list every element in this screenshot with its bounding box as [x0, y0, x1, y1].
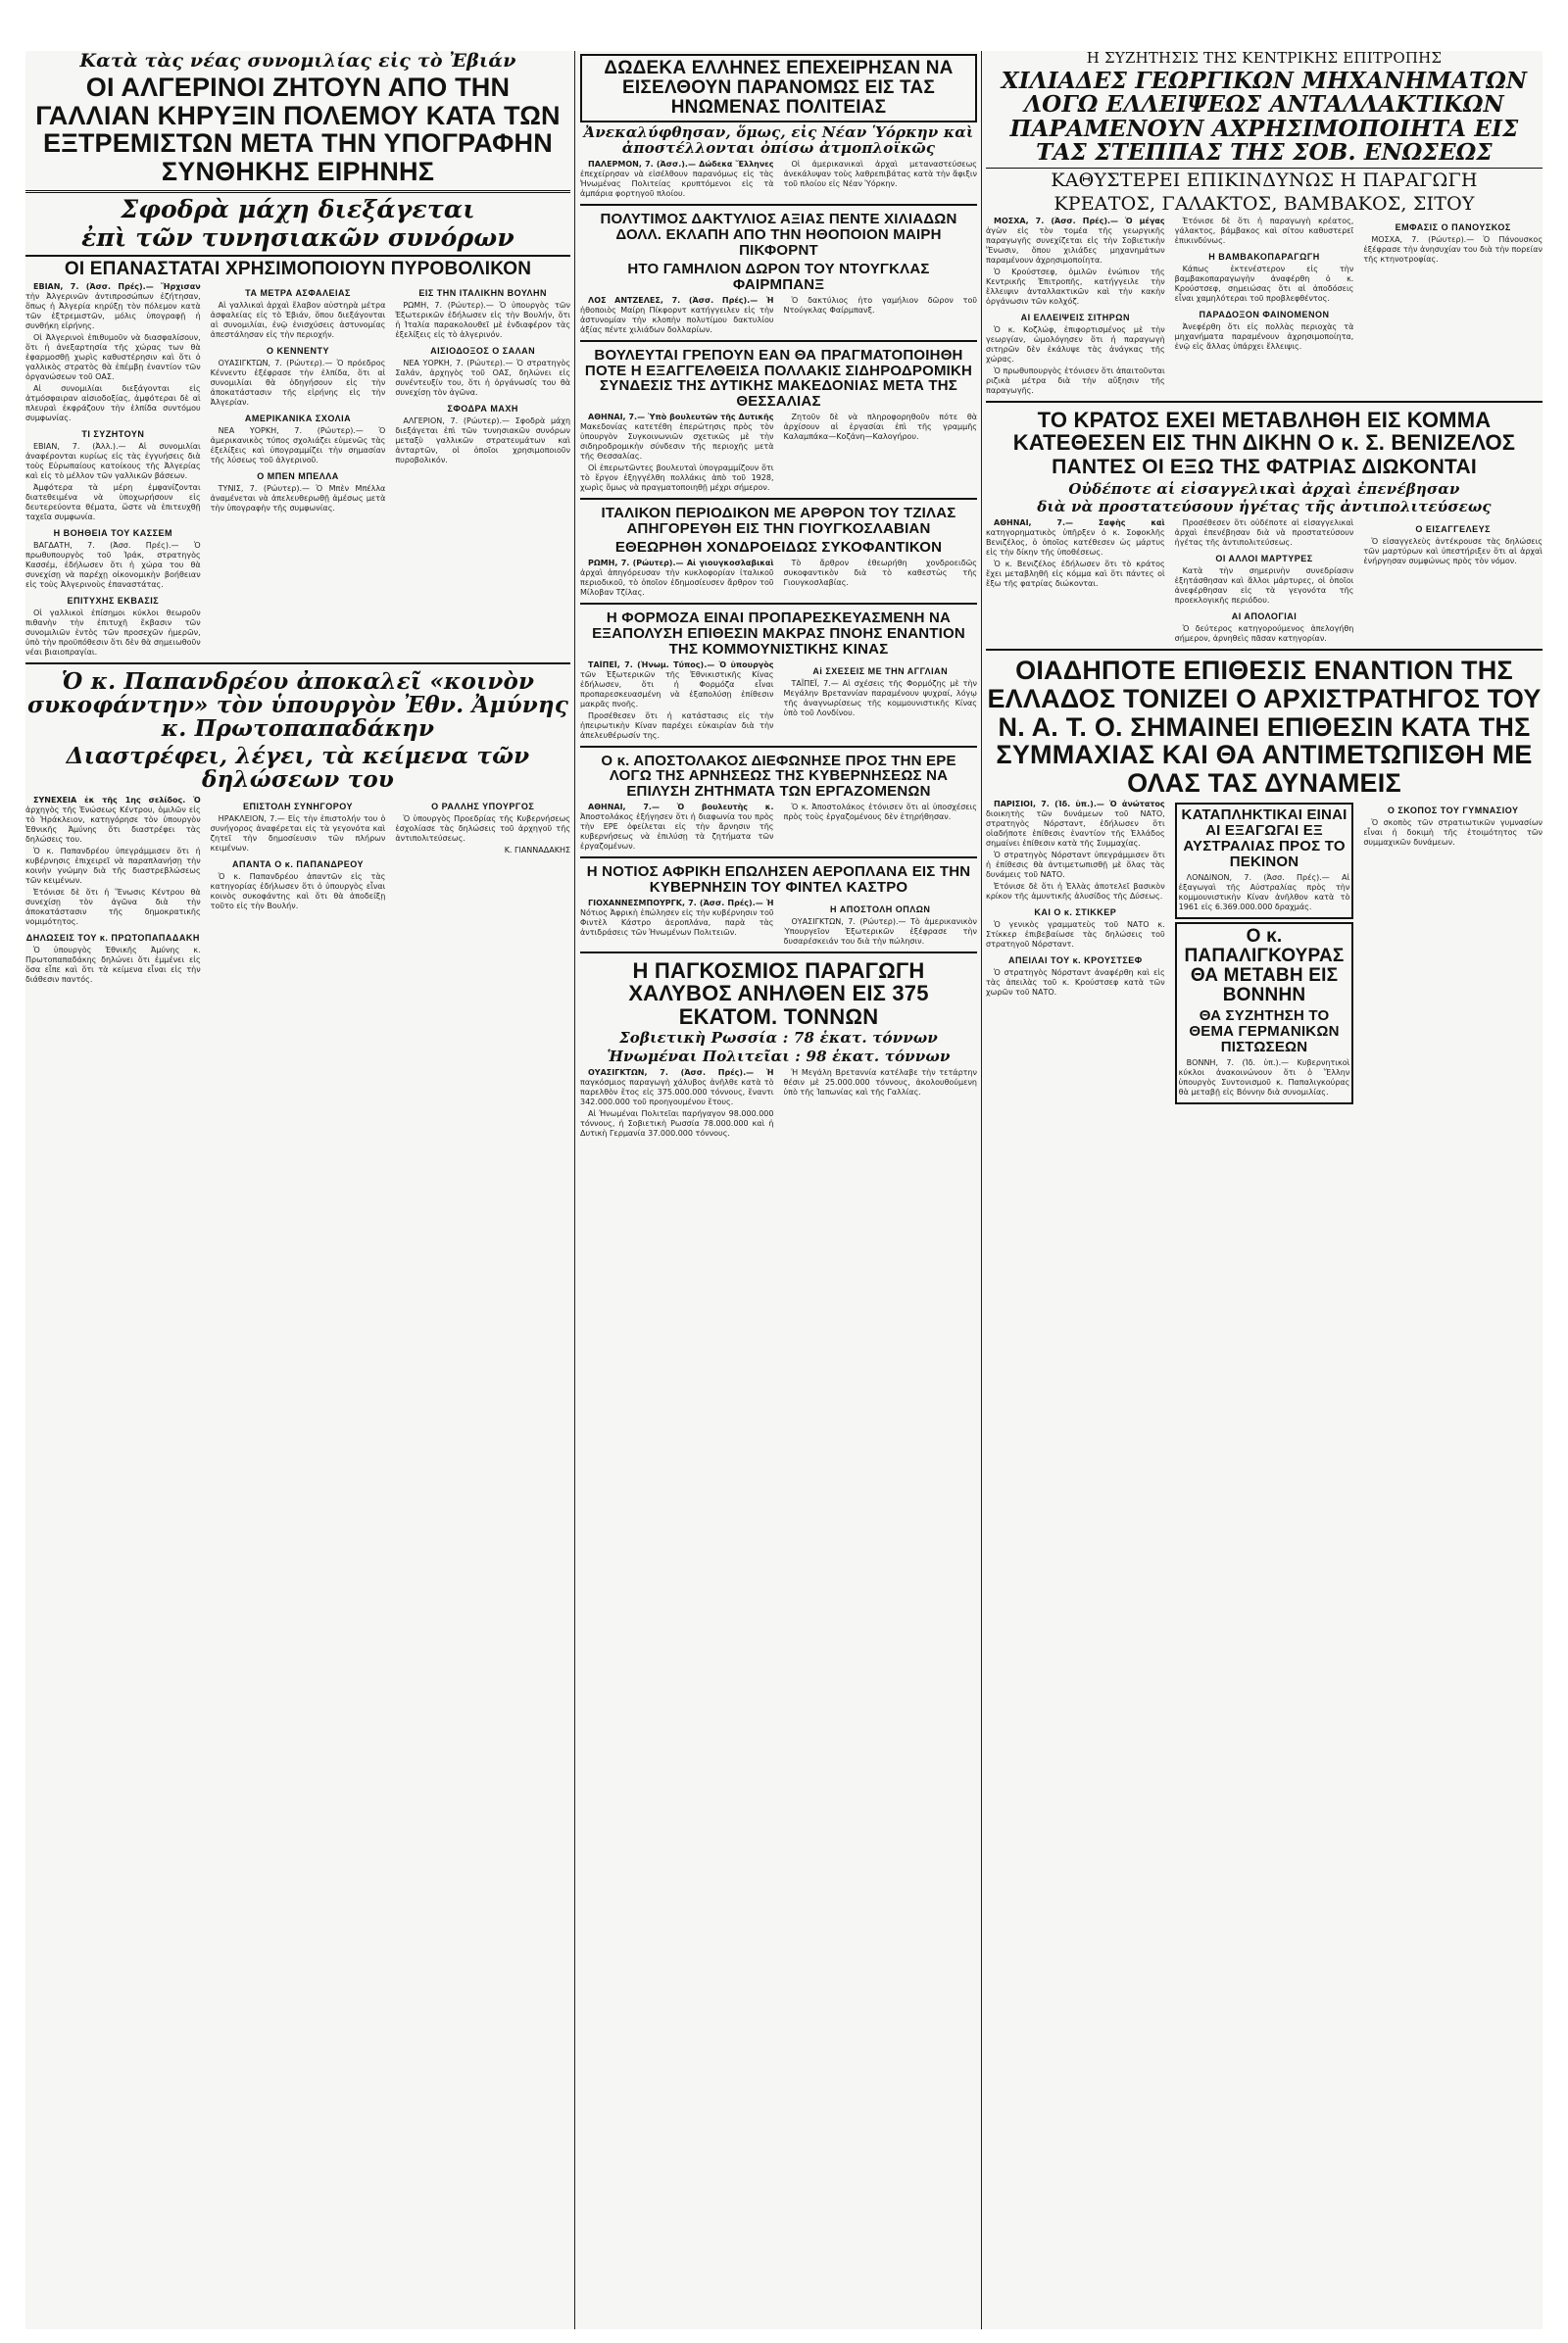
column-left [25, 51, 570, 2329]
paragraph: ΒΟΝΝΗ, 7. (Ἰδ. ὑπ.).— Κυβερνητικοὶ κύκλοι ἀνακοινώνουν ὅτι ὁ Ἕλλην ὑπουργὸς Συντονισμοῦ κ. Παπαλιγκούρας θὰ μεταβῇ εἰς Βόννην διὰ συνομιλίας. [1178, 1058, 1350, 1098]
article-soviet-agriculture [986, 51, 1543, 403]
paragraph: ΟΥΑΣΙΓΚΤΩΝ, 7. (Ρώυτερ).— Τὸ ἀμερικανικὸν Ὑπουργεῖον Ἐξωτερικῶν ἐξέφρασε τὴν δυσαρέσκειάν του διὰ τὴν πώλησιν. [783, 916, 977, 946]
section-heading: ΕΙΣ ΤΗΝ ΙΤΑΛΙΚΗΝ ΒΟΥΛΗΝ [418, 287, 548, 298]
paragraph: ΣΥΝΕΧΕΙΑ ἐκ τῆς 1ης σελίδος. Ὁ ἀρχηγὸς τῆς Ἑνώσεως Κέντρου, ὁμιλῶν εἰς τὸ Ἡράκλειον, κατηγόρησε τὸν ὑπουργὸν Ἐθνικῆς Ἀμύνης ὅτι διαστρέφει τὰς δηλώσεις του. [25, 795, 201, 844]
article-subcolumn [580, 160, 774, 201]
paragraph: Ἐτόνισε δὲ ὅτι ἡ Ἕνωσις Κέντρου θὰ συνεχίσῃ τὸν ἀγῶνα διὰ τὴν ἀποκατάστασιν τῆς δημοκρατικῆς νομιμότητος. [25, 887, 201, 926]
paragraph: ΛΟΝΔΙΝΟΝ, 7. (Ἀσσ. Πρές).— Αἱ ἐξαγωγαὶ τῆς Αὐστραλίας πρὸς τὴν κομμουνιστικὴν Κίναν ἀνῆλθον κατὰ τὸ 1961 εἰς 6.369.000.000 δραχμάς. [1178, 872, 1350, 911]
headline-main: ΔΩΔΕΚΑ ΕΛΛΗΝΕΣ ΕΠΕΧΕΙΡΗΣΑΝ ΝΑ ΕΙΣΕΛΘΟΥΝ ΠΑΡΑΝΟΜΩΣ ΕΙΣ ΤΑΣ ΗΝΩΜΕΝΑΣ ΠΟΛΙΤΕΙΑΣ [580, 54, 977, 122]
article-subcolumn [1363, 800, 1543, 850]
headline-deck: Σφοδρὰ μάχη διεξάγεται [121, 194, 475, 223]
paragraph: Οἱ ἐπερωτῶντες βουλευταὶ ὑπογραμμίζουν ὅτι τὸ ἔργον ἐξηγγέλθη πολλάκις ἀπὸ τοῦ 1928, χωρὶς ὅμως νὰ πραγματοποιηθῇ μέχρι σήμερον. [580, 464, 774, 493]
section-heading: ΑΜΕΡΙΚΑΝΙΚΑ ΣΧΟΛΙΑ [244, 413, 352, 423]
article-columns [25, 282, 570, 659]
article-subcolumn [580, 413, 774, 495]
paragraph: Ὁ δακτύλιος ἦτο γαμήλιον δῶρον τοῦ Ντούγκλας Φαίρμπανξ. [783, 295, 977, 315]
paragraph: Οἱ γαλλικοὶ ἐπίσημοι κύκλοι θεωροῦν πιθανὴν τὴν ἐπιτυχῆ ἔκβασιν τῶν συνομιλιῶν ἐντὸς τῶν προσεχῶν ἡμερῶν, ὑπὸ τὴν προϋπόθεσιν ὅτι δὲν θὰ σημειωθοῦν νέαι βιαιοπραγίαι. [25, 608, 201, 657]
paragraph: ΕΒΙΑΝ, 7. (Ἀλλ.).— Αἱ συνομιλίαι ἀναφέρονται κυρίως εἰς τὰς ἐγγυήσεις διὰ τοὺς Εὐρωπαίους κατοίκους τῆς Ἀλγερίας καὶ εἰς τὸ μέλλον τῶν γαλλικῶν βάσεων. [25, 441, 201, 480]
paragraph: Ὁ κ. Ἀποστολάκος ἐτόνισεν ὅτι αἱ ὑποσχέσεις πρὸς τοὺς ἐργαζομένους δὲν ἐτηρήθησαν. [783, 803, 977, 822]
headline-main: Η ΝΟΤΙΟΣ ΑΦΡΙΚΗ ΕΠΩΛΗΣΕΝ ΑΕΡΟΠΛΑΝΑ ΕΙΣ ΤΗΝ ΚΥΒΕΡΝΗΣΙΝ ΤΟΥ ΦΙΝΤΕΛ ΚΑΣΤΡΟ [586, 864, 971, 897]
article-subcolumn [580, 899, 774, 940]
section-heading: ΕΠΙΣΤΟΛΗ ΣΥΝΗΓΟΡΟΥ [242, 801, 354, 811]
headline-main: Ὁ κ. Παπανδρέου ἀποκαλεῖ «κοινὸν συκοφάντην» τὸν ὑπουργὸν Ἐθν. Ἀμύνης κ. Πρωτοπαπαδάκην [26, 669, 569, 743]
article-subcolumn [1175, 800, 1354, 1107]
headline-deck: ΚΡΕΑΤΟΣ, ΓΑΛΑΚΤΟΣ, ΒΑΜΒΑΚΟΣ, ΣΙΤΟΥ [1054, 192, 1475, 215]
article-columns [25, 796, 570, 987]
headline-main: ΤΟ ΚΡΑΤΟΣ ΕΧΕΙ ΜΕΤΑΒΛΗΘΗ ΕΙΣ ΚΟΜΜΑ ΚΑΤΕΘΕΣΕΝ ΕΙΣ ΤΗΝ ΔΙΚΗΝ Ο κ. Σ. ΒΕΝΙΖΕΛΟΣ [1012, 408, 1516, 455]
section-heading: Η ΑΠΟΣΤΟΛΗ ΟΠΛΩΝ [830, 903, 931, 914]
headline-deck: ΟΙ ΕΠΑΝΑΣΤΑΤΑΙ ΧΡΗΣΙΜΟΠΟΙΟΥΝ ΠΥΡΟΒΟΛΙΚΟΝ [25, 255, 570, 279]
section-heading: ΔΗΛΩΣΕΙΣ ΤΟΥ κ. ΠΡΩΤΟΠΑΠΑΔΑΚΗ [25, 932, 200, 943]
section-heading: ΣΦΟΔΡΑ ΜΑΧΗ [447, 403, 518, 414]
article-subcolumn [211, 282, 386, 515]
paragraph: Ὁ Κρούστσεφ, ὁμιλῶν ἐνώπιον τῆς Κεντρικῆς Ἐπιτροπῆς, κατήγγειλε τὴν ἔλλειψιν ἀνταλλακτικῶν καὶ τὴν κακὴν ὀργάνωσιν τῶν κολχόζ. [986, 267, 1165, 306]
paragraph: Ὁ κ. Παπανδρέου ὑπεγράμμισεν ὅτι ἡ κυβέρνησις ἐπιχειρεῖ νὰ παραπλανήσῃ τὴν κοινὴν γνώμην διὰ τῆς διαστρεβλώσεως τῶν κειμένων. [25, 846, 201, 885]
article-columns [580, 899, 977, 949]
section-heading: ΑΙΣΙΟΔΟΞΟΣ Ο ΣΑΛΑΝ [430, 345, 536, 356]
article-subcolumn [25, 796, 201, 987]
article-columns [580, 1068, 977, 1141]
paragraph: Ὁ στρατηγὸς Νόρσταντ ἀναφέρθη καὶ εἰς τὰς ἀπειλὰς τοῦ κ. Κρούστσεφ κατὰ τῶν χωρῶν τοῦ ΝΑΤΟ. [986, 968, 1165, 998]
headline-deck: ΠΑΝΤΕΣ ΟΙ ΕΞΩ ΤΗΣ ΦΑΤΡΙΑΣ ΔΙΩΚΟΝΤΑΙ [1052, 456, 1477, 479]
paragraph: ΑΘΗΝΑΙ, 7.— Ὑπὸ βουλευτῶν τῆς Δυτικῆς Μακεδονίας κατετέθη ἐπερώτησις πρὸς τὸν ὑπουργὸν Συγκοινωνιῶν σχετικῶς μὲ τὴν σιδηροδρομικὴν σύνδεσιν τῆς περιοχῆς μετὰ τῆς Θεσσαλίας. [580, 413, 774, 462]
article-subcolumn [580, 296, 774, 337]
paragraph: ΤΥΝΙΣ, 7. (Ρώυτερ).— Ὁ Μπὲν Μπέλλα ἀναμένεται νὰ ἀπελευθερωθῇ ἀμέσως μετὰ τὴν ὑπογραφὴν τῆς συμφωνίας. [210, 483, 386, 513]
headline-main: ΙΤΑΛΙΚΟΝ ΠΕΡΙΟΔΙΚΟΝ ΜΕ ΑΡΘΡΟΝ ΤΟΥ ΤΖΙΛΑΣ ΑΠΗΓΟΡΕΥΘΗ ΕΙΣ ΤΗΝ ΓΙΟΥΓΚΟΣΛΑΒΙΑΝ [601, 506, 956, 538]
paragraph: Αἱ γαλλικαὶ ἀρχαὶ ἔλαβον αὐστηρὰ μέτρα ἀσφαλείας εἰς τὸ Ἐβιάν, ὅπου διεξάγονται αἱ συνομιλίαι, ἐνῷ ἐνισχύσεις ἀστυνομίας ἀπεστάλησαν εἰς τὴν περιοχήν. [210, 300, 386, 339]
article-formosa [580, 610, 977, 748]
section-heading: Ο ΣΚΟΠΟΣ ΤΟΥ ΓΥΜΝΑΣΙΟΥ [1387, 805, 1519, 816]
section-heading: Αἱ ΣΧΕΣΕΙΣ ΜΕ ΤΗΝ ΑΓΓΛΙΑΝ [812, 665, 949, 676]
column-rule [574, 51, 575, 2329]
section-heading: Η ΒΟΗΘΕΙΑ ΤΟΥ ΚΑΣΣΕΜ [53, 527, 173, 538]
headline-deck: ΘΑ ΣΥΖΗΤΗΣΗ ΤΟ ΘΕΜΑ ΓΕΡΜΑΝΙΚΩΝ ΠΙΣΤΩΣΕΩΝ [1189, 1007, 1340, 1056]
article-subcolumn [784, 559, 978, 590]
headline-deck: ΚΑΘΥΣΤΕΡΕΙ ΕΠΙΚΙΝΔΥΝΩΣ Η ΠΑΡΑΓΩΓΗ [986, 168, 1543, 190]
article-subcolumn [784, 803, 978, 824]
paragraph: ΛΟΣ ΑΝΤΖΕΛΕΣ, 7. (Ἀσσ. Πρές).— Ἡ ἠθοποιὸς Μαίρη Πίκφορντ κατήγγειλεν εἰς τὴν ἀστυνομίαν τὴν κλοπὴν πολυτίμου δακτυλίου ἀξίας πέντε χιλιάδων δολλαρίων. [580, 295, 774, 334]
headline-main: ΟΙΑΔΗΠΟΤΕ ΕΠΙΘΕΣΙΣ ΕΝΑΝΤΙΟΝ ΤΗΣ ΕΛΛΑΔΟΣ ΤΟΝΙΖΕΙ Ο ΑΡΧΙΣΤΡΑΤΗΓΟΣ ΤΟΥ Ν. Α. Τ. Ο. ΣΗΜΑΙΝΕΙ ΕΠΙΘΕΣΙΝ ΚΑΤΑ ΤΗΣ ΣΥΜΜΑΧΙΑΣ ΚΑΙ ΘΑ ΑΝΤΙΜΕΤΩΠΙΣΘΗ ΜΕ ΟΛΑΣ ΤΑΣ ΔΥΝΑΜΕΙΣ [987, 657, 1542, 798]
headline-main: ΧΙΛΙΑΔΕΣ ΓΕΩΡΓΙΚΩΝ ΜΗΧΑΝΗΜΑΤΩΝ ΛΟΓΩ ΕΛΛΕΙΨΕΩΣ ΑΝΤΑΛΛΑΚΤΙΚΩΝ ΠΑΡΑΜΕΝΟΥΝ ΑΧΡΗΣΙΜΟΠΟΙΗΤΑ ΕΙΣ ΤΑΣ ΣΤΕΠΠΑΣ ΤΗΣ ΣΟΒ. ΕΝΩΣΕΩΣ [1001, 67, 1528, 167]
divider [25, 190, 570, 193]
paragraph: Ζητοῦν δὲ νὰ πληροφορηθοῦν πότε θὰ ἀρχίσουν αἱ ἐργασίαι ἐπὶ τῆς γραμμῆς Καλαμπάκα—Κοζάνη—Καλογήρου. [783, 413, 977, 442]
article-venizelos [986, 409, 1543, 652]
paragraph: ΜΟΣΧΑ, 7. (Ρώυτερ).— Ὁ Πάνουσκος ἐξέφρασε τὴν ἀνησυχίαν του διὰ τὴν πορείαν τῆς κτηνοτροφίας. [1363, 234, 1543, 264]
section-heading: ΕΠΙΤΥΧΗΣ ΕΚΒΑΣΙΣ [67, 595, 160, 606]
section-heading: Ο ΚΕΝΝΕΝΤΥ [267, 345, 330, 356]
paragraph: Ὁ κ. Κοζλώφ, ἐπιφορτισμένος μὲ τὴν γεωργίαν, ὡμολόγησεν ὅτι ἡ παραγωγὴ σιτηρῶν δὲν ἐκάλυψε τὰς ἀνάγκας τῆς χώρας. [986, 324, 1165, 364]
headline-main: Η ΦΟΡΜΟΖΑ ΕΙΝΑΙ ΠΡΟΠΑΡΕΣΚΕΥΑΣΜΕΝΗ ΝΑ ΕΞΑΠΟΛΥΣΗ ΕΠΙΘΕΣΙΝ ΜΑΚΡΑΣ ΠΝΟΗΣ ΕΝΑΝΤΙΟΝ ΤΗΣ ΚΟΜΜΟΥΝΙΣΤΙΚΗΣ ΚΙΝΑΣ [592, 610, 965, 658]
article-subcolumn [580, 1068, 774, 1141]
article-djilas [580, 506, 977, 605]
article-algeria [25, 51, 570, 664]
article-subcolumn [1175, 518, 1354, 646]
article-railway [580, 348, 977, 501]
paragraph: Ἀνεφέρθη ὅτι εἰς πολλὰς περιοχὰς τὰ μηχανήματα παραμένουν ἀχρησιμοποίητα, ἐνῷ εἰς ἄλλας ὑπάρχει ἔλλειψις. [1174, 321, 1354, 351]
paragraph: Ὁ κ. Βενιζέλος ἐδήλωσεν ὅτι τὸ κράτος ἔχει μεταβληθῆ εἰς κόμμα καὶ ὅτι πάντες οἱ ἔξω τῆς φατρίας διώκονται. [986, 560, 1165, 589]
paragraph: ΟΥΑΣΙΓΚΤΩΝ, 7. (Ρώυτερ).— Ὁ πρόεδρος Κέννεντυ ἐξέφρασε τὴν ἐλπίδα, ὅτι αἱ συνομιλίαι θὰ ὁδηγήσουν εἰς τὴν ἀποκατάστασιν τῆς εἰρήνης εἰς τὴν Ἀλγερίαν. [210, 358, 386, 407]
headline-deck: Ἡνωμέναι Πολιτεῖαι : 98 ἑκατ. τόννων [607, 1047, 951, 1065]
paragraph: Ὁ στρατηγὸς Νόρσταντ ὑπεγράμμισεν ὅτι ἡ ἐπίθεσις θὰ ἀντιμετωπισθῇ μὲ ὅλας τὰς δυνάμεις τοῦ ΝΑΤΟ. [986, 851, 1165, 880]
paragraph: ΕΒΙΑΝ, 7. (Ἀσσ. Πρές).— Ἤρχισαν τὴν Ἀλγερινῶν ἀντιπροσώπων ἐζήτησαν, ὅπως ἡ Ἀλγερία κηρύξῃ τὸν πόλεμον κατὰ τῶν ἐξτρεμιστῶν, μόλις ὑπογραφῇ ἡ συνθήκη εἰρήνης. [25, 281, 201, 330]
paragraph: Ὁ σκοπὸς τῶν στρατιωτικῶν γυμνασίων εἶναι ἡ δοκιμὴ τῆς ἑτοιμότητος τῶν συμμαχικῶν δυνάμεων. [1363, 818, 1543, 848]
article-subcolumn [1175, 217, 1354, 354]
headline-main: Η ΠΑΓΚΟΣΜΙΟΣ ΠΑΡΑΓΩΓΗ ΧΑΛΥΒΟΣ ΑΝΗΛΘΕΝ ΕΙΣ 375 ΕΚΑΤΟΜ. ΤΟΝΝΩΝ [628, 958, 929, 1029]
paragraph: ΑΘΗΝΑΙ, 7.— Ὁ βουλευτὴς κ. Ἀποστολάκος ἐξήγησεν ὅτι ἡ διαφωνία του πρὸς τὴν ΕΡΕ ὀφείλεται εἰς τὴν ἄρνησιν τῆς κυβερνήσεως νὰ ἐπιλύσῃ τὰ ζητήματα τῶν ἐργαζομένων. [580, 803, 774, 852]
article-subcolumn [784, 413, 978, 444]
headline-kicker: Η ΣΥΖΗΤΗΣΙΣ ΤΗΣ ΚΕΝΤΡΙΚΗΣ ΕΠΙΤΡΟΠΗΣ [1086, 51, 1443, 67]
article-subcolumn [580, 660, 774, 743]
article-columns [580, 160, 977, 201]
article-columns [986, 518, 1543, 646]
article-steel [580, 959, 977, 1144]
article-papandreou [25, 670, 570, 990]
article-subcolumn [1363, 217, 1543, 267]
paragraph: Κάπως ἐκτενέστερον εἰς τὴν βαμβακοπαραγωγὴν ἀναφέρθη ὁ κ. Κρούστσεφ, σημειώσας ὅτι αἱ ἀποδόσεις εἶναι χαμηλότεραι τοῦ προβλεφθέντος. [1174, 264, 1354, 303]
article-subcolumn [784, 160, 978, 191]
section-heading: ΑΠΕΙΛΑΙ ΤΟΥ κ. ΚΡΟΥΣΤΣΕΦ [1008, 955, 1143, 966]
headline-deck: Οὐδέποτε αἱ εἰσαγγελικαὶ ἀρχαὶ ἐπενέβησαν [1068, 479, 1460, 498]
signature: Κ. ΓΙΑΝΝΑΔΑΚΗΣ [504, 845, 570, 854]
paragraph: ΜΟΣΧΑ, 7. (Ἀσσ. Πρές).— Ὁ μέγας ἀγὼν εἰς τὸν τομέα τῆς γεωργικῆς παραγωγῆς συνεχίζεται εἰς τὴν Σοβιετικὴν Ἕνωσιν, ὅπου χιλιάδες μηχανημάτων παραμένουν ἀχρησιμοποίητα. [986, 216, 1165, 265]
headline-main: Ο κ. ΑΠΟΣΤΟΛΑΚΟΣ ΔΙΕΦΩΝΗΣΕ ΠΡΟΣ ΤΗΝ ΕΡΕ ΛΟΓΩ ΤΗΣ ΑΡΝΗΣΕΩΣ ΤΗΣ ΚΥΒΕΡΝΗΣΕΩΣ ΝΑ ΕΠΙΛΥΣΗ ΖΗΤΗΜΑΤΑ ΤΩΝ ΕΡΓΑΖΟΜΕΝΩΝ [601, 753, 956, 801]
headline-deck: Σοβιετικὴ Ρωσσία : 78 ἑκατ. τόννων [618, 1028, 939, 1047]
paragraph: ΝΕΑ ΥΟΡΚΗ, 7. (Ρώυτερ).— Ὁ ἀμερικανικὸς τύπος σχολιάζει εὐμενῶς τὰς ἐξελίξεις καὶ ὑπογραμμίζει τὴν σημασίαν τῆς λύσεως τοῦ ἀλγερινοῦ. [210, 425, 386, 464]
column-right [986, 51, 1543, 2329]
paragraph: Ὁ πρωθυπουργὸς ἐτόνισεν ὅτι ἀπαιτοῦνται ριζικὰ μέτρα διὰ τὴν αὔξησιν τῆς παραγωγῆς. [986, 366, 1165, 395]
section-heading: ΑΙ ΑΠΟΛΟΓΙΑΙ [1231, 611, 1298, 622]
article-nato [986, 657, 1543, 1110]
headline-main: Ο κ. ΠΑΠΑΛΙΓΚΟΥΡΑΣ ΘΑ ΜΕΤΑΒΗ ΕΙΣ ΒΟΝΝΗΝ [1184, 925, 1345, 1006]
article-columns [580, 660, 977, 743]
headline-main: ΠΟΛΥΤΙΜΟΣ ΔΑΚΤΥΛΙΟΣ ΑΞΙΑΣ ΠΕΝΤΕ ΧΙΛΙΑΔΩΝ ΔΟΛΛ. ΕΚΛΑΠΗ ΑΠΟ ΤΗΝ ΗΘΟΠΟΙΟΝ ΜΑΙΡΗ ΠΙΚΦΟΡΝΤ [600, 212, 957, 259]
paragraph: ΓΙΟΧΑΝΝΕΣΜΠΟΥΡΓΚ, 7. (Ἀσσ. Πρές).— Ἡ Νότιος Ἀφρικὴ ἐπώλησεν εἰς τὴν κυβέρνησιν τοῦ Φιντὲλ Κάστρο ἀεροπλάνα, παρὰ τὰς ἀντιδράσεις τῶν Ἡνωμένων Πολιτειῶν. [580, 898, 774, 937]
paragraph: Ἡ Μεγάλη Βρεταννία κατέλαβε τὴν τετάρτην θέσιν μὲ 25.000.000 τόννους, ἀκολουθούμενη ὑπὸ τῆς Ἰαπωνίας καὶ τῆς Γαλλίας. [783, 1067, 977, 1097]
paragraph: ΑΘΗΝΑΙ, 7.— Σαφὴς καὶ κατηγορηματικὸς ὑπῆρξεν ὁ κ. Σοφοκλῆς Βενιζέλος, ὁ ὁποῖος κατέθεσεν ὡς μάρτυς εἰς τὴν δίκην τῆς ὑποθέσεως. [986, 518, 1165, 558]
headline-main: ΚΑΤΑΠΛΗΚΤΙΚΑΙ ΕΙΝΑΙ ΑΙ ΕΞΑΓΩΓΑΙ ΕΞ ΑΥΣΤΡΑΛΙΑΣ ΠΡΟΣ ΤΟ ΠΕΚΙΝΟΝ [1181, 806, 1348, 871]
article-columns [986, 800, 1543, 1107]
paragraph: ΟΥΑΣΙΓΚΤΩΝ, 7. (Ἀσσ. Πρές).— Ἡ παγκόσμιος παραγωγὴ χάλυβος ἀνῆλθε κατὰ τὸ παρελθὸν ἔτος εἰς 375.000.000 τόννους, ἔναντι 342.000.000 τοῦ προηγουμένου ἔτους. [580, 1067, 774, 1106]
paragraph: ΡΩΜΗ, 7. (Ρώυτερ).— Ὁ ὑπουργὸς τῶν Ἐξωτερικῶν ἐδήλωσεν εἰς τὴν Βουλήν, ὅτι ἡ Ἰταλία παρακολουθεῖ μὲ ἐνδιαφέρον τὰς ἐξελίξεις εἰς τὸ ἀλγερινόν. [395, 300, 570, 339]
section-heading: ΠΑΡΑΔΟΞΟΝ ΦΑΙΝΟΜΕΝΟΝ [1199, 309, 1330, 319]
paragraph: Ὁ εἰσαγγελεὺς ἀντέκρουσε τὰς δηλώσεις τῶν μαρτύρων καὶ ὑπεστήριξεν ὅτι αἱ ἀρχαὶ ἐνήργησαν συμφώνως πρὸς τὸν νόμον. [1363, 537, 1543, 566]
boxed-article-exports [1175, 803, 1354, 919]
paragraph: Ἐτόνισε δὲ ὅτι ἡ παραγωγὴ κρέατος, γάλακτος, βάμβακος καὶ σίτου καθυστερεῖ ἐπικινδύνως. [1174, 216, 1354, 245]
paragraph: Ὁ δεύτερος κατηγορούμενος ἀπελογήθη σήμερον, ἀρνηθεὶς πᾶσαν κατηγορίαν. [1174, 624, 1354, 644]
paragraph: Προσέθεσεν ὅτι ἡ κατάστασις εἰς τὴν ἠπειρωτικὴν Κίναν παρέχει εὐκαιρίαν διὰ τὴν ἀπελευθέρωσίν της. [580, 710, 774, 740]
section-heading: ΑΠΑΝΤΑ Ο κ. ΠΑΠΑΝΔΡΕΟΥ [231, 858, 365, 869]
section-heading: Η ΒΑΜΒΑΚΟΠΑΡΑΓΩΓΗ [1208, 251, 1320, 262]
paragraph: ΤΑΪΠΕΪ, 7.— Αἱ σχέσεις τῆς Φορμόζης μὲ τὴν Μεγάλην Βρεταννίαν παραμένουν ψυχραί, λόγῳ τῆς ἀναγνωρίσεως τῆς κομμουνιστικῆς Κίνας ὑπὸ τοῦ Λονδίνου. [783, 678, 977, 717]
paragraph: ΝΕΑ ΥΟΡΚΗ, 7. (Ρώυτερ).— Ὁ στρατηγὸς Σαλάν, ἀρχηγὸς τοῦ ΟΑΣ, δηλώνει εἰς συνέντευξίν του, ὅτι ἡ ὀργάνωσίς του θὰ συνεχίσῃ τὸν ἀγῶνα. [395, 358, 570, 397]
article-subcolumn [580, 803, 774, 854]
section-heading: Ο ΡΑΛΛΗΣ ΥΠΟΥΡΓΟΣ [431, 801, 535, 811]
section-heading: ΟΙ ΑΛΛΟΙ ΜΑΡΤΥΡΕΣ [1215, 554, 1313, 564]
paragraph: Ὁ ὑπουργὸς Ἐθνικῆς Ἀμύνης κ. Πρωτοπαπαδάκης δηλώνει ὅτι ἐμμένει εἰς ὅσα εἶπε καὶ ὅτι τὰ κείμενα εἶναι εἰς τὴν διάθεσιν παντός. [25, 945, 201, 984]
headline-deck: ἐπὶ τῶν τυνησιακῶν συνόρων [81, 223, 514, 253]
article-subcolumn [986, 518, 1165, 591]
section-heading: Ο ΜΠΕΝ ΜΠΕΛΛΑ [257, 470, 339, 481]
paragraph: Οἱ Ἀλγερινοὶ ἐπιθυμοῦν νὰ διασφαλίσουν, ὅτι ἡ ἀνεξαρτησία τῆς χώρας των θὰ ἐφαρμοσθῇ χωρὶς καθυστέρησιν καὶ ὅτι ὁ γαλλικὸς στρατὸς θὰ ἐπέμβῃ ἐναντίον τῶν ὀργανώσεων τοῦ ΟΑΣ. [25, 332, 201, 381]
column-rule [981, 51, 982, 2329]
paragraph: Τὸ ἄρθρον ἐθεωρήθη χονδροειδῶς συκοφαντικὸν διὰ τὸ καθεστὼς τῆς Γιουγκοσλαβίας. [783, 558, 977, 587]
article-subcolumn [395, 796, 570, 856]
boxed-article-papaligouras [1175, 922, 1354, 1104]
article-subcolumn [784, 296, 978, 317]
article-columns [580, 413, 977, 495]
article-columns [580, 559, 977, 600]
article-subcolumn [580, 559, 774, 600]
paragraph: Αἱ συνομιλίαι διεξάγονται εἰς ἀτμόσφαιραν αἰσιοδοξίας, ἀμφότεραι δὲ αἱ πλευραὶ ἐκφράζουν τὴν ἐλπίδα συντόμου συμφωνίας. [25, 383, 201, 422]
paragraph: ΠΑΛΕΡΜΟΝ, 7. (Ἀσσ.).— Δώδεκα Ἕλληνες ἐπεχείρησαν νὰ εἰσέλθουν παρανόμως εἰς τὰς Ἡνωμένας Πολιτείας κρυπτόμενοι εἰς τὰ ἀμπάρια φορτηγοῦ πλοίου. [580, 160, 774, 199]
article-subcolumn [1363, 518, 1543, 568]
article-subcolumn [784, 660, 978, 720]
article-columns [580, 803, 977, 854]
headline-deck: διὰ νὰ προστατεύσουν ἡγέτας τῆς ἀντιπολιτεύσεως [1037, 498, 1492, 516]
paragraph: Ὁ γενικὸς γραμματεὺς τοῦ ΝΑΤΟ κ. Στίκκερ ἐπιβεβαίωσε τὰς δηλώσεις τοῦ στρατηγοῦ Νόρσταντ. [986, 920, 1165, 950]
paragraph: ΤΑΪΠΕΪ, 7. (Ἡνωμ. Τύπος).— Ὁ ὑπουργὸς τῶν Ἐξωτερικῶν τῆς Ἐθνικιστικῆς Κίνας ἐδήλωσεν, ὅτι ἡ Φορμόζα εἶναι προπαρεσκευασμένη νὰ ἐξαπολύσῃ ἐπίθεσιν μακρᾶς πνοῆς. [580, 659, 774, 708]
article-subcolumn [211, 796, 386, 913]
paragraph: ΑΛΓΕΡΙΟΝ, 7. (Ρώυτερ).— Σφοδρὰ μάχη διεξάγεται ἐπὶ τῶν τυνησιακῶν συνόρων μεταξὺ γαλλικῶν στρατευμάτων καὶ ἀνταρτῶν, οἱ ὁποῖοι χρησιμοποιοῦν πυροβολικόν. [395, 415, 570, 464]
headline-main: ΟΙ ΑΛΓΕΡΙΝΟΙ ΖΗΤΟΥΝ ΑΠΟ ΤΗΝ ΓΑΛΛΙΑΝ ΚΗΡΥΞΙΝ ΠΟΛΕΜΟΥ ΚΑΤΑ ΤΩΝ ΕΞΤΡΕΜΙΣΤΩΝ ΜΕΤΑ ΤΗΝ ΥΠΟΓΡΑΦΗΝ ΣΥΝΘΗΚΗΣ ΕΙΡΗΝΗΣ [35, 73, 561, 186]
article-subcolumn [986, 217, 1165, 398]
section-heading: ΑΙ ΕΛΛΕΙΨΕΙΣ ΣΙΤΗΡΩΝ [1020, 312, 1130, 322]
paragraph: Κατὰ τὴν σημερινὴν συνεδρίασιν ἐξητάσθησαν καὶ ἄλλοι μάρτυρες, οἱ ὁποῖοι ἀνεφέρθησαν εἰς τὰ γεγονότα τῆς προεκλογικῆς περιόδου. [1174, 566, 1354, 606]
headline-deck: Διαστρέφει, λέγει, τὰ κείμενα τῶν δηλώσεων του [66, 742, 530, 794]
paragraph: Ἐτόνισε δὲ ὅτι ἡ Ἑλλὰς ἀποτελεῖ βασικὸν κρίκον τῆς ἀμυντικῆς ἀλυσίδος τῆς Δύσεως. [986, 882, 1165, 902]
article-illegal-entry [580, 51, 977, 206]
section-heading: ΚΑΙ Ο κ. ΣΤΙΚΚΕΡ [1034, 907, 1117, 918]
headline-deck: ΕΘΕΩΡΗΘΗ ΧΟΝΔΡΟΕΙΔΩΣ ΣΥΚΟΦΑΝΤΙΚΟΝ [614, 538, 943, 556]
section-heading: ΕΜΦΑΣΙΣ Ο ΠΑΝΟΥΣΚΟΣ [1395, 221, 1511, 232]
headline-deck: ΗΤΟ ΓΑΜΗΛΙΟΝ ΔΩΡΟΝ ΤΟΥ ΝΤΟΥΓΚΛΑΣ ΦΑΙΡΜΠΑΝΞ [627, 260, 930, 293]
headline-main: ΒΟΥΛΕΥΤΑΙ ΓΡΕΠΟΥΝ ΕΑΝ ΘΑ ΠΡΑΓΜΑΤΟΠΟΙΗΘΗ ΠΟΤΕ Η ΕΞΑΓΓΕΛΘΕΙΣΑ ΠΟΛΛΑΚΙΣ ΣΙΔΗΡΟΔΡΟΜΙΚΗ ΣΥΝΔΕΣΙΣ ΤΗΣ ΔΥΤΙΚΗΣ ΜΑΚΕΔΟΝΙΑΣ ΜΕΤΑ ΤΗΣ ΘΕΣΣΑΛΙΑΣ [584, 347, 973, 411]
article-ring-theft [580, 212, 977, 341]
section-heading: ΤΑ ΜΕΤΡΑ ΑΣΦΑΛΕΙΑΣ [245, 287, 351, 298]
paragraph: ΠΑΡΙΣΙΟΙ, 7. (Ἰδ. ὑπ.).— Ὁ ἀνώτατος διοικητὴς τῶν δυνάμεων τοῦ ΝΑΤΟ, στρατηγὸς Νόρσταντ, ἐδήλωσεν ὅτι οἱαδήποτε ἐπίθεσις ἐναντίον τῆς Ἑλλάδος σημαίνει ἐπίθεσιν κατὰ τῆς Συμμαχίας. [986, 800, 1165, 849]
paragraph: Ἀμφότερα τὰ μέρη ἐμφανίζονται διατεθειμένα νὰ ὑποχωρήσουν εἰς δευτερεύοντα θέματα, ὥστε νὰ ἐπιτευχθῇ ταχεῖα συμφωνία. [25, 482, 201, 521]
paragraph: ΗΡΑΚΛΕΙΟΝ, 7.— Εἰς τὴν ἐπιστολήν του ὁ συνήγορος ἀναφέρεται εἰς τὰ γεγονότα καὶ ζητεῖ τὴν δημοσίευσιν τῶν πλήρων κειμένων. [210, 813, 386, 853]
paragraph: ΒΑΓΔΑΤΗ, 7. (Ἀσσ. Πρές).— Ὁ πρωθυπουργὸς τοῦ Ἰράκ, στρατηγὸς Κασσέμ, ἐδήλωσεν ὅτι ἡ χώρα του θὰ συνεχίσῃ νὰ παρέχῃ οἰκονομικὴν βοήθειαν εἰς τοὺς Ἀλγερινοὺς ἐπαναστάτας. [25, 540, 201, 589]
paragraph: Ὁ κ. Παπανδρέου ἀπαντῶν εἰς τὰς κατηγορίας ἐδήλωσεν ὅτι ὁ ὑπουργὸς εἶναι κοινὸς συκοφάντης καὶ ὅτι θὰ ἀποδείξῃ τοῦτο εἰς τὴν Βουλήν. [210, 871, 386, 910]
headline-deck: Ἀνεκαλύφθησαν, ὅμως, εἰς Νέαν Ὑόρκην καὶ ἀποστέλλονται ὀπίσω ἀτμοπλοϊκῶς [583, 123, 974, 158]
article-subcolumn [986, 800, 1165, 1000]
paragraph: Οἱ ἀμερικανικαὶ ἀρχαὶ μεταναστεύσεως ἀνεκάλυψαν τοὺς λαθρεπιβάτας κατὰ τὴν ἄφιξιν τοῦ πλοίου εἰς Νέαν Ὑόρκην. [783, 160, 977, 189]
article-columns [986, 217, 1543, 398]
article-subcolumn [25, 282, 201, 659]
paragraph: Αἱ Ἡνωμέναι Πολιτεῖαι παρήγαγον 98.000.000 τόννους, ἡ Σοβιετικὴ Ρωσσία 78.000.000 καὶ ἡ Δυτικὴ Γερμανία 37.000.000 τόννους. [580, 1108, 774, 1138]
paragraph: ΡΩΜΗ, 7. (Ρώυτερ).— Αἱ γιουγκοσλαβικαὶ ἀρχαὶ ἀπηγόρευσαν τὴν κυκλοφορίαν ἰταλικοῦ περιοδικοῦ, τὸ ὁποῖον ἐδημοσίευσεν ἄρθρον τοῦ Μίλοβαν Τζίλας. [580, 558, 774, 597]
newspaper-page [25, 51, 1543, 2329]
article-south-africa [580, 864, 977, 953]
column-middle [580, 51, 977, 2329]
paragraph: Προσέθεσεν ὅτι οὐδέποτε αἱ εἰσαγγελικαὶ ἀρχαὶ ἐπενέβησαν διὰ νὰ προστατεύσουν ἡγέτας τῆς ἀντιπολιτεύσεως. [1174, 518, 1354, 548]
article-columns [580, 296, 977, 337]
article-subcolumn [395, 282, 570, 467]
article-apostolakos [580, 754, 977, 859]
headline-kicker: Κατὰ τὰς νέας συνομιλίας εἰς τὸ Ἐβιάν [79, 51, 516, 72]
paragraph: Ὁ ὑπουργὸς Προεδρίας τῆς Κυβερνήσεως ἐσχολίασε τὰς δηλώσεις τοῦ ἀρχηγοῦ τῆς ἀντιπολιτεύσεως. [395, 813, 570, 843]
section-heading: ΤΙ ΣΥΖΗΤΟΥΝ [81, 428, 145, 439]
article-subcolumn [784, 899, 978, 949]
section-heading: Ο ΕΙΣΑΓΓΕΛΕΥΣ [1415, 524, 1491, 535]
article-subcolumn [784, 1068, 978, 1099]
